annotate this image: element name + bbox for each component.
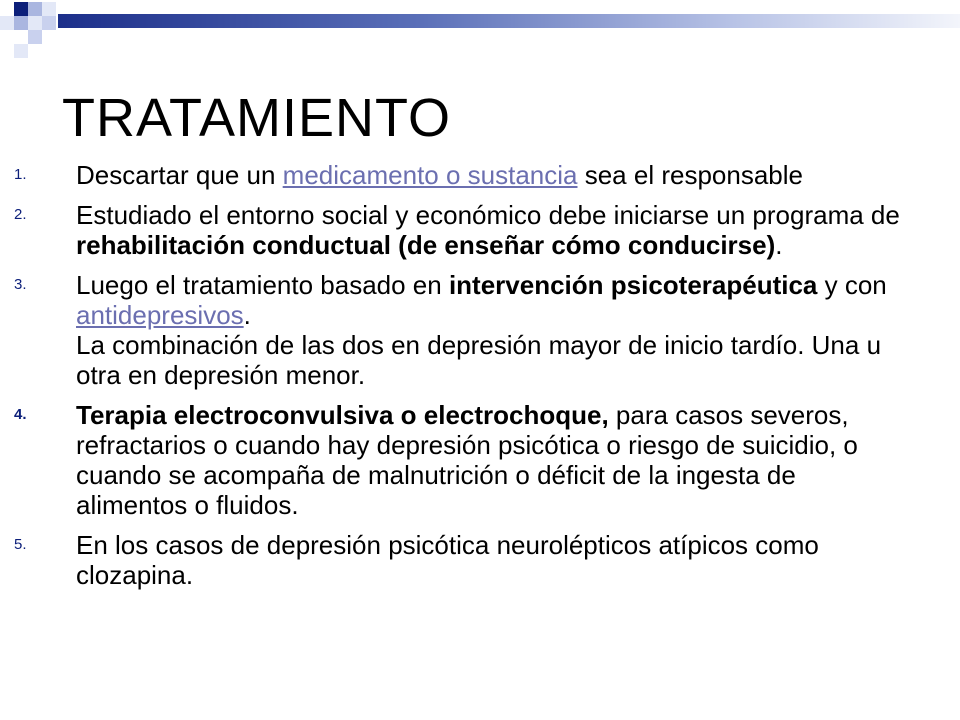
- list-item-text: [76, 160, 803, 190]
- header-square-decor: [0, 16, 14, 30]
- bold-text: rehabilitación conductual (de enseñar cómo conducirse): [76, 230, 776, 260]
- header-square-decor: [28, 30, 42, 44]
- list-item-text: [76, 530, 819, 590]
- text-run: En los casos de depresión psicótica neurolépticos atípicos como clozapina.: [76, 530, 819, 590]
- text-run: sea el responsable: [577, 160, 803, 190]
- list-item-text: [76, 270, 887, 390]
- list-item-number: 3.: [14, 276, 27, 293]
- header-square-decor: [14, 16, 28, 30]
- text-run: Descartar que un: [76, 160, 283, 190]
- text-run: La combinación de las dos en depresión mayor de inicio tardío. Una u otra en depresión menor.: [76, 330, 882, 390]
- text-run: .: [775, 230, 783, 260]
- header-square-decor: [28, 16, 42, 30]
- text-link[interactable]: antidepresivos: [76, 300, 244, 330]
- text-run: Luego el tratamiento basado en: [76, 270, 449, 300]
- list-item-number: 1.: [14, 166, 27, 183]
- header-square-decor: [14, 44, 28, 58]
- text-run: .: [243, 300, 251, 330]
- header-square-decor: [42, 2, 56, 16]
- list-item-text: [76, 200, 900, 260]
- list-item: [0, 400, 960, 520]
- list-item-number: 5.: [14, 536, 27, 553]
- list-item: [0, 530, 960, 590]
- header-square-decor: [14, 2, 28, 16]
- header-square-decor: [42, 16, 56, 30]
- list-item-number: 2.: [14, 206, 27, 223]
- bold-text: Terapia electroconvulsiva o electrochoque,: [76, 400, 609, 430]
- bold-text: intervención psicoterapéutica: [448, 270, 818, 300]
- list-item: [0, 160, 960, 190]
- header-square-decor: [28, 2, 42, 16]
- slide-title: TRATAMIENTO: [62, 88, 451, 148]
- list-item: [0, 270, 960, 390]
- list-item-number: 4.: [14, 406, 27, 423]
- text-run: para casos severos, refractarios o cuando hay depresión psicótica o riesgo de suicidio, o cuando se acompaña de malnutrición o déficit de la ingesta de alimentos o fluidos.: [76, 400, 858, 520]
- text-run: Estudiado el entorno social y económico debe iniciarse un programa de: [76, 200, 900, 230]
- list-item: [0, 200, 960, 260]
- header-gradient-bar: [58, 14, 960, 28]
- text-link[interactable]: medicamento o sustancia: [282, 160, 578, 190]
- list-item-text: [76, 400, 858, 520]
- text-run: y con: [817, 270, 887, 300]
- numbered-list: [0, 160, 960, 600]
